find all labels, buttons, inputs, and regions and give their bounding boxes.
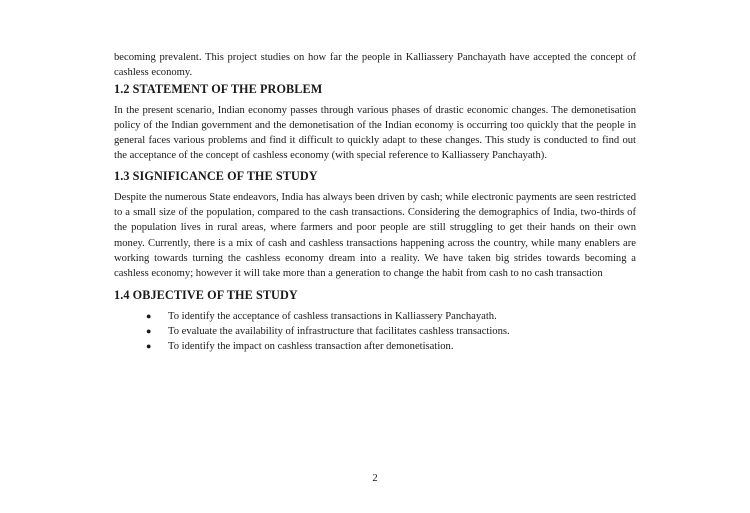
list-item xyxy=(114,339,636,354)
bullet-icon: ● xyxy=(146,310,152,321)
bullet-icon: ● xyxy=(146,325,152,336)
objective-text: To evaluate the availability of infrastructure that facilitates cashless transactions. xyxy=(168,325,510,337)
document-page xyxy=(114,50,636,354)
objective-text: To identify the impact on cashless transaction after demonetisation. xyxy=(168,341,454,353)
statement-paragraph: In the present scenario, Indian economy passes through various phases of drastic economic changes. The demonetisation policy of the Indian government and the demonetisation of the Indian economy is occurring too quickly that the people in general faces various problems and find it difficult to quickly adapt to these changes. This study is conducted to find out the acceptance of the concept of cashless economy (with special reference to Kalliassery Panchayath). xyxy=(114,104,636,162)
objectives-list xyxy=(114,309,636,355)
list-item xyxy=(114,309,636,324)
intro-paragraph: becoming prevalent. This project studies on how far the people in Kalliassery Panchayath have accepted the concept of cashless economy. xyxy=(114,52,636,79)
list-item xyxy=(114,324,636,339)
section-heading-objective: 1.4 OBJECTIVE OF THE STUDY xyxy=(114,287,298,302)
section-heading-significance: 1.3 SIGNIFICANCE OF THE STUDY xyxy=(114,168,318,183)
significance-paragraph: Despite the numerous State endeavors, India has always been driven by cash; while electronic payments are seen restricted to a small size of the population, compared to the cash transactions. Considering the demographics of India, two-thirds of the population lives in rural areas, where farmers and poor people are still struggling to get their hands on their own money. Currently, there is a mix of cash and cashless transactions happening across the country, while many enablers are working towards turning the cashless economy dream into a reality. We have taken big strides towards becoming a cashless economy; however it will take more than a generation to change the habit from cash to no cash transaction xyxy=(114,191,636,280)
section-heading-statement: 1.2 STATEMENT OF THE PROBLEM xyxy=(114,81,323,96)
objective-text: To identify the acceptance of cashless transactions in Kalliassery Panchayath. xyxy=(168,310,497,322)
bullet-icon: ● xyxy=(146,341,152,352)
page-number: 2 xyxy=(372,473,378,484)
